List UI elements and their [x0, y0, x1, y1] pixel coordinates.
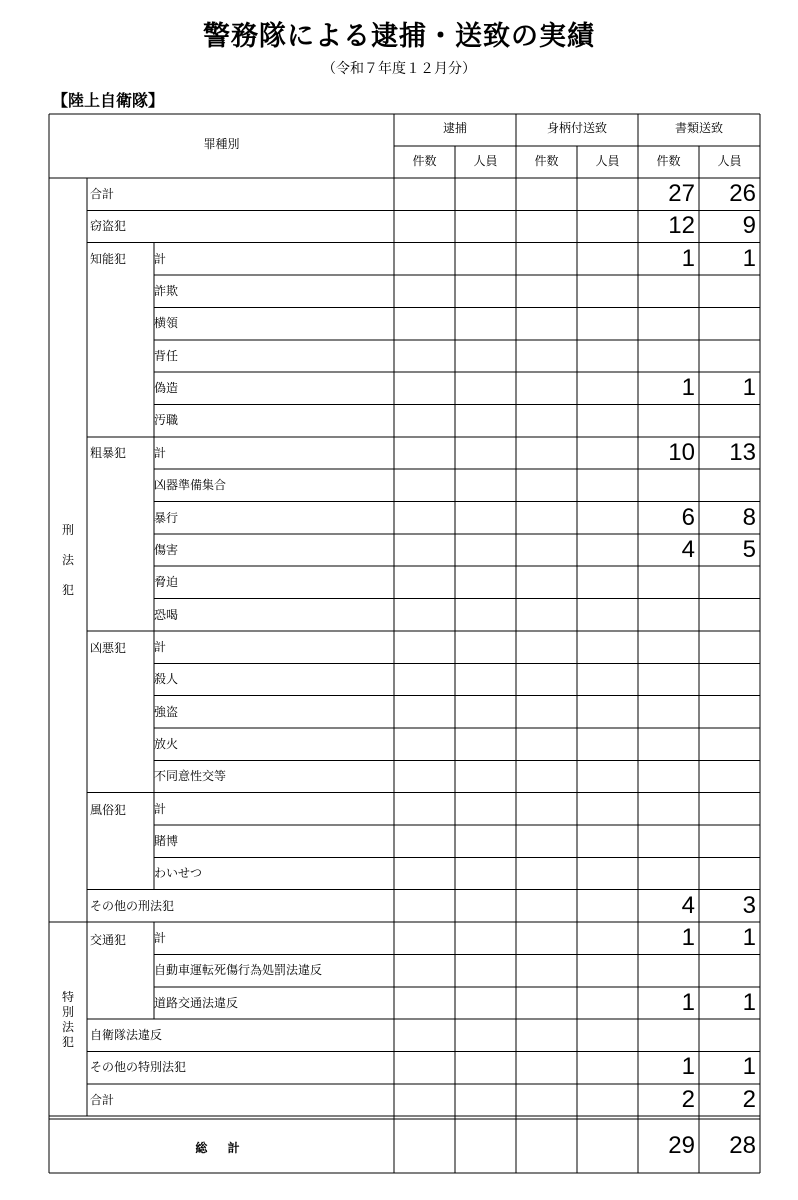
document-count-cell: 1 [681, 244, 695, 272]
header-sub-document-count: 件数 [656, 154, 681, 168]
row-label: 傷害 [154, 542, 179, 557]
side-char: 法 [61, 553, 74, 567]
side-char: 別 [61, 1005, 74, 1019]
row-label: わいせつ [154, 866, 203, 881]
row-label: 自動車運転死傷行為処罰法違反 [154, 963, 323, 978]
header-sub-arrest-persons: 人員 [473, 154, 498, 168]
row-label: 暴行 [154, 510, 179, 525]
document-persons-cell: 1 [742, 924, 756, 952]
header-sub-custody-count: 件数 [534, 154, 559, 168]
document-persons-cell: 1 [742, 244, 756, 272]
document-count-cell: 12 [668, 212, 695, 240]
side-char: 法 [61, 1020, 74, 1034]
document-persons-cell: 1 [742, 988, 756, 1016]
document-persons-cell: 1 [742, 374, 756, 402]
row-label: 恐喝 [154, 607, 179, 622]
document-persons-cell: 1 [742, 1053, 756, 1081]
group-label-kyouaku: 凶悪犯 [90, 641, 127, 655]
row-label: 計 [154, 251, 167, 266]
header-sub-arrest-count: 件数 [412, 154, 437, 168]
section-label: 【陸上自衛隊】 [52, 91, 165, 110]
document-count-cell: 1 [681, 1053, 695, 1081]
document-count-cell: 1 [681, 374, 695, 402]
row-label: 合計 [90, 1092, 115, 1107]
grand-total-document-persons: 28 [729, 1132, 756, 1159]
row-label: 背任 [154, 348, 179, 363]
group-label-koutsuu: 交通犯 [90, 933, 127, 947]
row-label: 汚職 [154, 413, 179, 428]
document-persons-cell: 13 [729, 438, 756, 466]
grand-total-document-count: 29 [668, 1132, 695, 1159]
row-label: 計 [154, 639, 167, 654]
row-label: 計 [154, 801, 167, 816]
document-count-cell: 1 [681, 988, 695, 1016]
row-label: 凶器準備集合 [154, 478, 227, 493]
document-persons-cell: 5 [742, 535, 756, 563]
row-label: 放火 [154, 736, 179, 751]
document-count-cell: 2 [681, 1085, 695, 1113]
row-label: 窃盗犯 [90, 219, 127, 234]
grand-total-label: 総 計 [195, 1141, 248, 1155]
side-label-tokubetsu [49, 990, 87, 1050]
document-count-cell: 4 [681, 535, 695, 563]
document-count-cell: 1 [681, 924, 695, 952]
document-persons-cell: 26 [729, 180, 756, 207]
side-char: 犯 [61, 583, 74, 597]
header-category: 罪種別 [203, 137, 240, 151]
row-label: 殺人 [154, 672, 179, 687]
row-label: 脅迫 [154, 575, 179, 590]
document-count-cell: 4 [681, 891, 695, 919]
group-label-chino: 知能犯 [90, 252, 127, 266]
document-persons-cell: 9 [742, 212, 756, 240]
row-label: 横領 [154, 316, 179, 331]
row-label: 強盗 [154, 704, 179, 719]
group-label-fuuzoku: 風俗犯 [90, 803, 127, 817]
page-subtitle: （令和７年度１２月分） [322, 61, 476, 77]
side-char: 犯 [61, 1035, 74, 1049]
document-count-cell: 6 [681, 503, 695, 531]
header-sub-document-persons: 人員 [717, 154, 742, 168]
document-persons-cell: 8 [742, 503, 756, 531]
header-sub-custody-persons: 人員 [595, 154, 620, 168]
side-char: 特 [61, 990, 74, 1004]
side-char: 刑 [61, 523, 74, 537]
header-group-document: 書類送致 [674, 121, 723, 135]
side-label-keiho [49, 515, 87, 605]
row-label: 計 [154, 931, 167, 946]
row-label: その他の特別法犯 [90, 1060, 187, 1075]
row-label: 道路交通法違反 [154, 995, 239, 1010]
document-persons-cell: 3 [742, 891, 756, 919]
row-label: 計 [154, 445, 167, 460]
row-label: その他の刑法犯 [90, 898, 175, 913]
document-count-cell: 10 [668, 438, 695, 466]
group-label-soubou: 粗暴犯 [90, 446, 127, 460]
document-persons-cell: 2 [742, 1085, 756, 1113]
document-count-cell: 27 [668, 180, 695, 207]
row-label: 合計 [90, 187, 115, 201]
header-group-custody: 身柄付送致 [546, 121, 607, 135]
row-label: 賭博 [154, 834, 179, 848]
row-label: 詐欺 [154, 284, 179, 299]
row-label: 不同意性交等 [154, 769, 227, 784]
row-label: 偽造 [154, 381, 179, 396]
header-group-arrest: 逮捕 [442, 121, 467, 135]
row-label: 自衛隊法違反 [90, 1028, 163, 1043]
page-title: 警務隊による逮捕・送致の実績 [203, 21, 595, 52]
